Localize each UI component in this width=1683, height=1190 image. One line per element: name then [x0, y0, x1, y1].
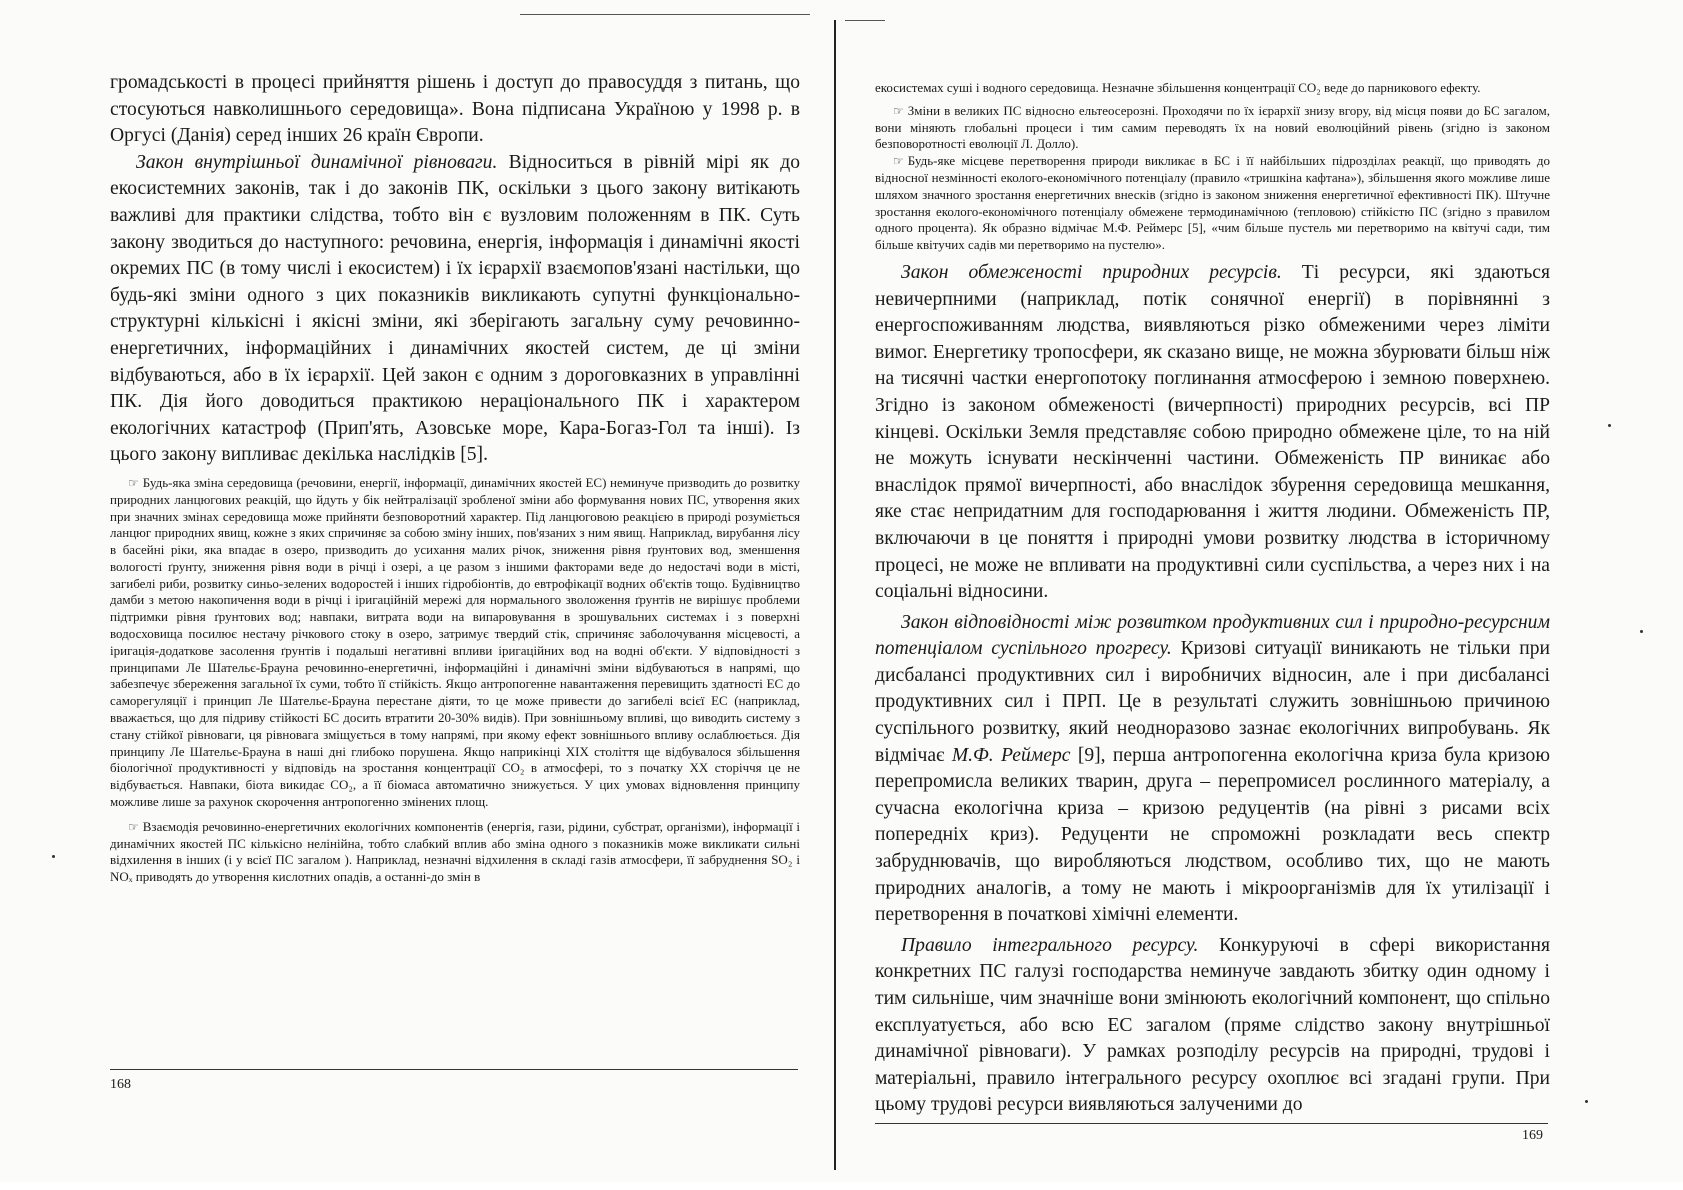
law-body: Ті ресурси, які здаються невичерпними (наприклад, потік сонячної енергії) в порівнянні з енергоспоживанням людства, виявляються різко обмеженими через ліміти вимог. Енергетику тропосфери, як сказано вище, не можна збурювати більш ніж на тисячні частки енергопотоку поглинання атмосферою і земною поверхнею. Згідно із законом обмеженості (вичерпності) природних ресурсів, всі ПР кінцеві. Оскільки Земля представляє собою природно обмежене ціле, то на ній не можуть існувати нескінченні частини. Обмеженість ПР виникає або внаслідок прямої вичерпності, або внаслідок збурення середовища мешкання, яке стає непридатним для господарювання і життя людини. Обмеженість ПР, включаючи в це поняття і природні умови розвитку людства в історичному процесі, не може не впливати на продуктивні сили суспільства, а через них і на соціальні відносини. [875, 261, 1551, 603]
scan-edge-mark [845, 20, 885, 21]
right-page [875, 80, 1550, 1119]
right-main-text [875, 260, 1550, 1119]
rule-integral-resource [875, 933, 1550, 1119]
consequence-text: Взаємодія речовинно-енергетичних екологічних компонентів (енергія, гази, рідини, субстрат, організми), інформації і динамічних якостей ПС кількісно нелінійна, тобто слабкий вплив або зміна одного з показників може викликати сильні відхилення в інших (і у всієї ПС загалом ). Наприклад, незначні відхилення в складі газів атмосфери, її забруднення SO₂ і NOₓ приводять до утворення кислотних опадів, а останні-до змін в [110, 818, 800, 885]
law-title: Закон внутрішньої динамічної рівноваги. [136, 151, 498, 173]
author-name: М.Ф. Реймерс [951, 744, 1071, 766]
consequence-text: Будь-яка зміна середовища (речовини, енергії, інформації, динамічних якостей ЕС) неминуче призводить до розвитку природних ланцюгових реакцій, що йдуть у бік нейтралізації зробленої зміни або формування нових ПС, утворення яких при значних змінах середовища може прийняти безповоротний характер. Під ланцюговою реакцією в природі розуміється ланцюг природних явищ, кожне з яких спричиняє за собою зміну інших, пов'язаних з ним явищ. Наприклад, вирубання лісу в басейні ріки, яка впадає в озеро, призводить до усихання малих річок, зниження рівня ґрунтових вод, зменшення вологості ґрунту, зниження рівня води в річці і озері, а це разом з іншими факторами веде до недостачі води в місті, загибелі риби, розвитку синьо-зелених водоростей і інших гідробіонтів, до евтрофікації водних об'єктів тощо. Будівництво дамби з метою накопичення води в річці і іригаційній мережі для нормального зволоження ґрунтів не вирішує проблеми підтримки рівня ґрунтових вод; навпаки, витрата води на випаровування в зрошувальних системах і з поверхні водосховища посилює нестачу річкового стоку в озеро, затримує твердий стік, спричиняє заболочування місцевості, а іригація-додаткове засолення ґрунтів і подальші негативні впливи іригаційних вод на водні об'єкти. У відповідності з принципами Ле Шательє-Брауна речовинно-енергетичні, інформаційні і динамічні зміни відбуваються в напрямі, що забезпечує збереження загальної їх суми, тобто її стійкість. Якщо антропогенне навантаження перевищить здатності ЕС до саморегуляції і принцип Ле Шательє-Брауна перестане діяти, то це може привести до загибелі всієї ЕС (наприклад, вважається, що для підриву стійкості БС досить втратити 20-30% видів). При зовнішньому впливі, що виводить систему з стану стійкої рівноваги, ця рівновага зміщується в тому напрямі, при якому ефект зовнішнього впливу ослаблюється. Дія принципу Ле Шательє-Брауна в наші дні глибоко порушена. Якщо наприкінці XIX століття ще відбувалося збільшення біологічної продуктивності у відповідь на зростання концентрації CO₂ в атмосфері, то з початку XX сторіччя це не відбувається. Навпаки, біота викидає CO₂, а її біомаса автоматично знижується. У цих умовах відновлення принципу можливе лише за рахунок скорочення антропогенно змінених площ. [110, 474, 800, 810]
continuation-text: екосистемах суші і водного середовища. Незначне збільшення концентрації CO₂ веде до парникового ефекту. [875, 80, 1481, 95]
page-number-left: 168 [110, 1077, 131, 1092]
scan-edge-mark [520, 14, 810, 15]
scan-speck [1640, 630, 1643, 633]
consequence-list [110, 475, 800, 886]
hand-pointer-icon: ☞ [893, 103, 904, 118]
footer-rule [875, 1123, 1548, 1124]
law-title: Закон відповідності між розвитком продуктивних сил і природно-ресурсним потенціалом суспільного прогресу. [875, 611, 1550, 660]
scan-speck [1608, 424, 1611, 427]
consequence-item [110, 475, 800, 811]
consequence-text: Зміни в великих ПС відносно ельтеосерозні. Проходячи по їх ієрархії знизу вгору, від місця появи до БС загалом, вони міняють глобальні процеси і тим самим переводять їх на новий еволюційний рівень (згідно із законом безповоротності еволюції Л. Долло). [875, 102, 1550, 152]
footer-rule [110, 1069, 798, 1070]
consequence-item [875, 153, 1550, 254]
law-internal-equilibrium [110, 150, 800, 469]
law-body: [9], перша антропогенна екологічна криза була кризою перепромисла великих тварин, друга – перепромисел рослинного матеріалу, а сучасна екологічна криза – кризою редуцентів (на рівні з рисами всіх попередніх криз). Редуценти не спроможні розкладати весь спектр забруднювачів, що виробляються людством, особливо тих, що не мають природних аналогів, а тому не мають і мікроорганізмів для їх утилізації і перетворення в початкові хімічні елементи. [875, 744, 1550, 926]
scan-bottom-edge [0, 1182, 1683, 1190]
law-correspondence [875, 610, 1550, 929]
scan-speck [1585, 1100, 1588, 1103]
right-small-text [875, 80, 1550, 254]
intro-paragraph: громадськості в процесі прийняття рішень і доступ до правосуддя з питань, що стосуються навколишнього середовища». Вона підписана Україною у 1998 р. в Оргусі (Данія) серед інших 26 країн Європи. [110, 72, 800, 147]
law-limited-resources [875, 260, 1550, 606]
page-number-right: 169 [1522, 1128, 1543, 1143]
consequence-item [875, 103, 1550, 153]
hand-pointer-icon: ☞ [128, 475, 139, 490]
consequence-text: Будь-яке місцеве перетворення природи викликає в БС і її найбільших підрозділах реакції, що приводять до відносної незмінності еколого-економічного потенціалу (правило «тришкіна кафтана»), збільшення якого можливе лише шляхом значного зростання енергетичних внесків (згідно із законом зниження енергетичної ефективності ПК). Штучне зростання еколого-економічного потенціалу обмежене термодинамічною (тепловою) стійкістю ПС (згідно з правилом одного процента). Як образно відмічає М.Ф. Реймерс [5], «чим більше пустель ми перетворимо на квітучі сади, тим більше квітучих садів ми перетворимо на пустелю». [875, 153, 1550, 253]
hand-pointer-icon: ☞ [128, 819, 139, 834]
rule-body: Конкуруючі в сфері використання конкретних ПС галузі господарства неминуче завдають збитку один одному і тим сильніше, чим значніше вони змінюють екологічний компонент, що спільно експлуатується, або всю ЕС загалом (пряме слідство закону внутрішньої динамічної рівноваги). У рамках розподілу ресурсів на природні, трудові і матеріальні, правило інтегрального ресурсу охоплює всі згадані групи. При цьому трудові ресурси виявляються залученими до [875, 934, 1550, 1116]
left-page [110, 70, 800, 886]
law-title: Закон обмеженості природних ресурсів. [901, 261, 1282, 283]
hand-pointer-icon: ☞ [893, 154, 904, 169]
law-body: Відноситься в рівній мірі як до екосистемних законів, так і до законів ПК, оскільки з цього закону витікають важливі для практики слідства, тобто він є вузловим положенням в ПК. Суть закону зводиться до наступного: речовина, енергія, інформація і динамічні якості окремих ПС (в тому числі і екосистем) і їх ієрархії взаємопов'язані настільки, що будь-які зміни одного з цих показників викликають супутні функціонально-структурні кількісні і якісні зміни, які зберігають загальну суму речовинно-енергетичних, інформаційних і динамічних якостей систем, де ці зміни відбуваються, або в їх ієрархії. Цей закон є одним з дороговказних в управлінні ПК. Дія його доводиться практикою нераціонального ПК і характером екологічних катастроф (Прип'ять, Азовське море, Кара-Богаз-Гол та інші). Із цього закону випливає декілька наслідків [5]. [110, 151, 800, 466]
left-main-text [110, 70, 800, 469]
scan-speck [52, 855, 55, 858]
law-body: Кризові ситуації виникають не тільки при дисбалансі продуктивних сил і виробничих відносин, але і при дисбалансі продуктивних сил і ПРП. Це в результаті служить зовнішньою причиною суспільного розвитку, який неодноразово зазнає екологічних випробувань. Як відмічає [875, 638, 1550, 766]
consequence-item [110, 819, 800, 886]
rule-title: Правило інтегрального ресурсу. [901, 934, 1199, 956]
book-spine [834, 20, 836, 1170]
